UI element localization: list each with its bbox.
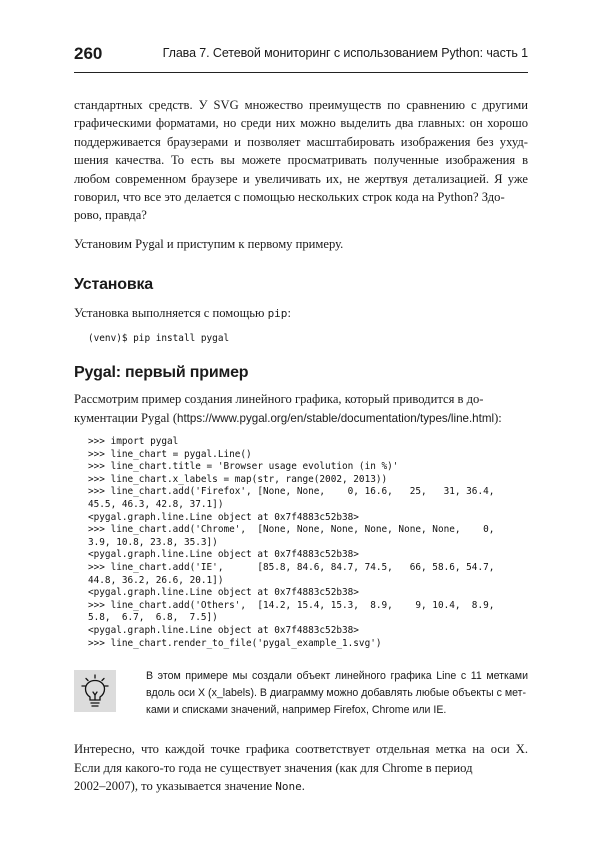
documentation-url: https://www.pygal.org/en/stable/documentation/types/line.html [177, 411, 495, 425]
code-line: 44.8, 36.2, 26.6, 20.1]) [88, 574, 224, 586]
code-block-line-chart [74, 436, 528, 650]
text: Установка выполняется с помощью [74, 306, 268, 321]
code-line: >>> import pygal [88, 436, 179, 448]
code-line: 3.9, 10.8, 23.8, 35.3]) [88, 536, 218, 548]
paragraph-example-intro [74, 390, 528, 428]
text: ): [494, 410, 502, 425]
code-line: <pygal.graph.line.Line object at 0x7f4883c52b38> [88, 511, 359, 523]
text: кументации Pygal ( [74, 410, 178, 425]
text-line: Интересно, что каждой точке графика соответствует отдельная метка на оси X. [74, 742, 528, 757]
text: 2002–2007), то указывается значение [74, 778, 276, 793]
code-line: 5.8, 6.7, 6.8, 7.5]) [88, 612, 218, 624]
text-line: рово, правда? [74, 208, 147, 223]
text-line [74, 777, 528, 796]
code-line: >>> line_chart.render_to_file('pygal_example_1.svg') [88, 637, 382, 649]
text-line: ками и списками значений, например Firefox, Chrome или IE. [146, 704, 447, 717]
section-heading-first-example: Pygal: первый пример [74, 364, 249, 382]
text-line: шения качества. То есть вы можете просматривать полученные изображения [74, 153, 516, 168]
header-rule [74, 72, 528, 73]
text-line: Если для какого-то года не существует значения (как для Chrome в период [74, 760, 473, 775]
text-line: в любом современном браузере и увеличивать их, не жертвуя детализацией. Я уже [74, 153, 529, 186]
lightbulb-icon [74, 670, 116, 712]
paragraph-x-labels [74, 740, 528, 796]
code-line: >>> line_chart.x_labels = map(str, range(2002, 2013)) [88, 473, 388, 485]
text: . [301, 778, 305, 793]
code-line: >>> line_chart = pygal.Line() [88, 448, 252, 460]
text-line: вдоль оси X (x_labels). В диаграмму можно добавлять любые объекты с мет- [146, 687, 527, 700]
code-line: <pygal.graph.line.Line object at 0x7f4883c52b38> [88, 549, 359, 561]
code-line: <pygal.graph.line.Line object at 0x7f4883c52b38> [88, 587, 359, 599]
code-block-install: (venv)$ pip install pygal [88, 332, 230, 344]
text-line: поддерживается браузерами и позволяет масштабировать изображения без ухуд- [74, 134, 528, 149]
text-line: Рассмотрим пример создания линейного графика, который приводится в до- [74, 392, 484, 407]
inline-code-pip: pip [267, 307, 288, 321]
page-number: 260 [74, 44, 103, 63]
tip-box [74, 668, 528, 732]
code-line: 45.5, 46.3, 42.8, 37.1]) [88, 499, 224, 511]
tip-text [146, 668, 528, 719]
paragraph-install-intro: Установим Pygal и приступим к первому примеру. [74, 236, 344, 251]
text-line [74, 409, 528, 428]
text-line: В этом примере мы создали объект линейного графика Line с 11 метками [146, 670, 528, 683]
text: : [287, 306, 291, 321]
code-line: >>> line_chart.add('Others', [14.2, 15.4, 15.3, 8.9, 9, 10.4, 8.9, [88, 599, 495, 611]
page-header [74, 44, 528, 66]
page-content [74, 96, 528, 796]
code-line: >>> line_chart.add('Firefox', [None, None, 0, 16.6, 25, 31, 36.4, [88, 486, 495, 498]
code-line: >>> line_chart.title = 'Browser usage evolution (in %)' [88, 461, 399, 473]
running-title: Глава 7. Сетевой мониторинг с использованием Python: часть 1 [162, 46, 528, 60]
code-line: >>> line_chart.add('IE', [85.8, 84.6, 84.7, 74.5, 66, 58.6, 54.7, [88, 562, 495, 573]
code-line: <pygal.graph.line.Line object at 0x7f4883c52b38> [88, 624, 359, 636]
text-line: говорил, что все это делается с помощью нескольких строк кода на Python? Здо- [74, 190, 505, 205]
text-line: стандартных средств. У SVG множество преимуществ по сравнению с другими [74, 98, 528, 112]
text-line: графическими форматами, но среди них можно выделить два главных: он хорошо [74, 116, 528, 131]
inline-code-none: None [275, 779, 302, 793]
code-line: >>> line_chart.add('Chrome', [None, None, None, None, None, None, 0, [88, 524, 495, 536]
paragraph-install-method [74, 304, 528, 323]
section-heading-install: Установка [74, 276, 153, 294]
paragraph-svg-advantages [74, 96, 528, 225]
